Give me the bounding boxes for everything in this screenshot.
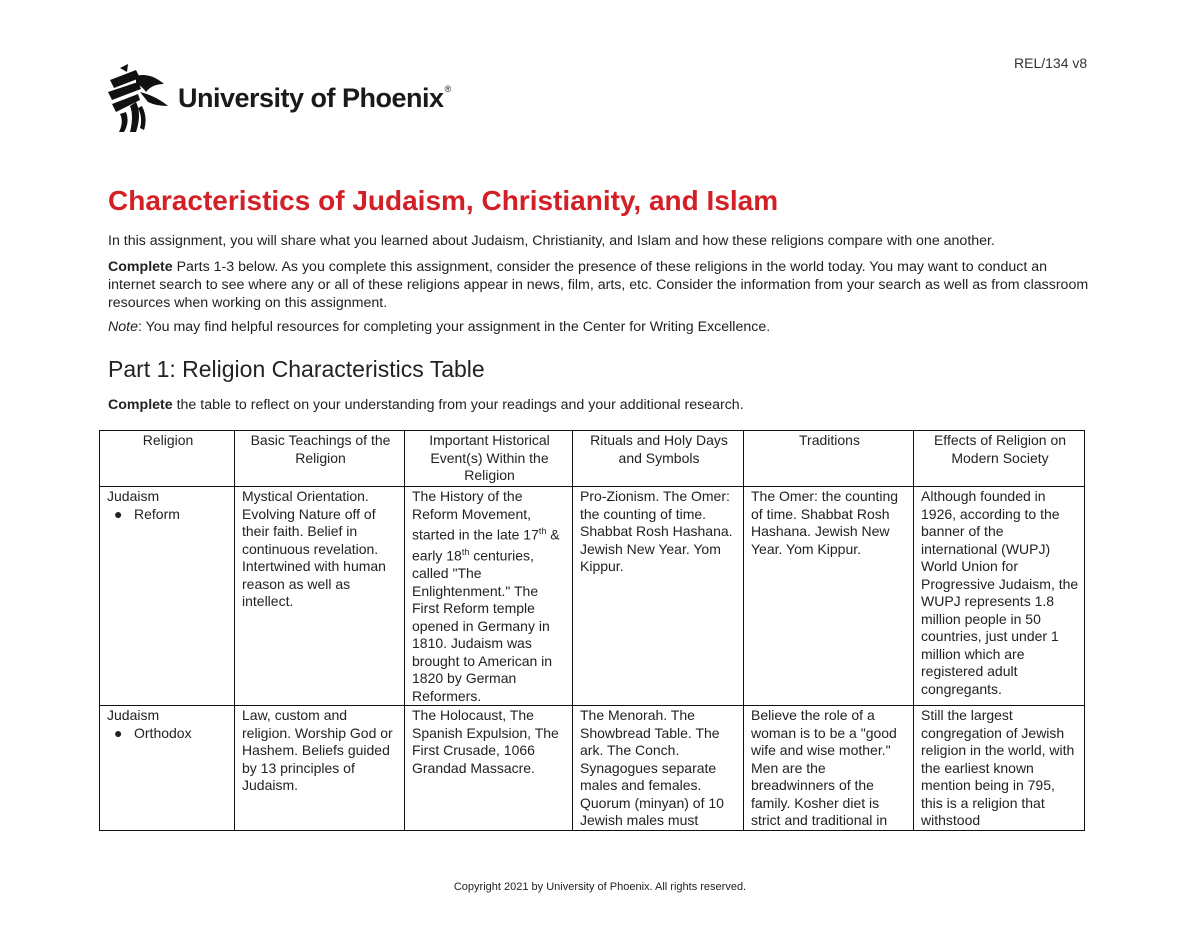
copyright-footer: Copyright 2021 by University of Phoenix. All rights reserved. [453,881,747,893]
cell-rituals: The Menorah. The Showbread Table. The ark. The Conch. Synagogues separate males and females. Quorum (minyan) of 10 Jewish males must [573,706,744,831]
cell-effects: Still the largest congregation of Jewish religion in the world, with the earliest known mention being in 795, this is a religion that withstood [914,706,1085,831]
note-paragraph: Note: You may find helpful resources for completing your assignment in the Center for Writing Excellence. [108,319,771,335]
header-rituals: Rituals and Holy Days and Symbols [573,431,744,487]
table-row [100,706,1085,831]
phoenix-bird-icon [106,62,170,134]
course-code: REL/134 v8 [1014,55,1088,71]
cell-religion: Judaism ● Reform [100,487,235,706]
religion-characteristics-table [99,430,1085,831]
part1-instruction: Complete the table to reflect on your understanding from your readings and your additional research. [108,397,744,413]
intro-paragraph: In this assignment, you will share what you learned about Judaism, Christianity, and Islam and how these religions compare with one another. [108,233,995,249]
header-effects: Effects of Religion on Modern Society [914,431,1085,487]
header-religion: Religion [100,431,235,487]
header-traditions: Traditions [744,431,914,487]
cell-events: The History of the Reform Movement, started in the late 17th & early 18th centuries, called "The Enlightenment." The First Reform temple opened in Germany in 1810. Judaism was brought to American in 1820 by German Reformers. [405,487,573,706]
cell-events: The Holocaust, The Spanish Expulsion, The First Crusade, 1066 Grandad Massacre. [405,706,573,831]
header-basic-teachings: Basic Teachings of the Religion [235,431,405,487]
instructions-paragraph: Complete Parts 1-3 below. As you complete this assignment, consider the presence of these religions in the world today. You may want to conduct an internet search to see where any or all of these religions appear in news, film, arts, etc. Consider the information from your search as well as from classroom resources when working on this assignment. [108,259,1089,311]
university-logo [106,62,451,134]
cell-religion: Judaism ● Orthodox [100,706,235,831]
cell-traditions: The Omer: the counting of time. Shabbat Rosh Hashana. Jewish New Year. Yom Kippur. [744,487,914,706]
logo-wordmark: University of Phoenix® [178,82,451,113]
cell-traditions: Believe the role of a woman is to be a "good wife and wise mother." Men are the breadwinners of the family. Kosher diet is strict and traditional in [744,706,914,831]
cell-effects: Although founded in 1926, according to the banner of the international (WUPJ) World Union for Progressive Judaism, the WUPJ represents 1.8 million people in 50 countries, just under 1 million which are registered adult congregants. [914,487,1085,706]
cell-teachings: Mystical Orientation. Evolving Nature off of their faith. Belief in continuous revelation. Intertwined with human reason as well as intellect. [235,487,405,706]
table-header-row [100,431,1085,487]
note-label: Note [108,319,138,335]
header-historical-events: Important Historical Event(s) Within the Religion [405,431,573,487]
branch-list-item: ● Orthodox [114,724,192,741]
bullet-icon: ● [114,724,123,741]
instructions-bold: Complete [108,259,173,275]
cell-teachings: Law, custom and religion. Worship God or Hashem. Beliefs guided by 13 principles of Judaism. [235,706,405,831]
branch-list-item: ● Reform [114,505,180,522]
table-row [100,487,1085,706]
cell-rituals: Pro-Zionism. The Omer: the counting of time. Shabbat Rosh Hashana. Jewish New Year. Yom Kippur. [573,487,744,706]
part1-heading: Part 1: Religion Characteristics Table [108,356,485,382]
bullet-icon: ● [114,505,123,522]
document-title: Characteristics of Judaism, Christianity, and Islam [108,185,779,216]
